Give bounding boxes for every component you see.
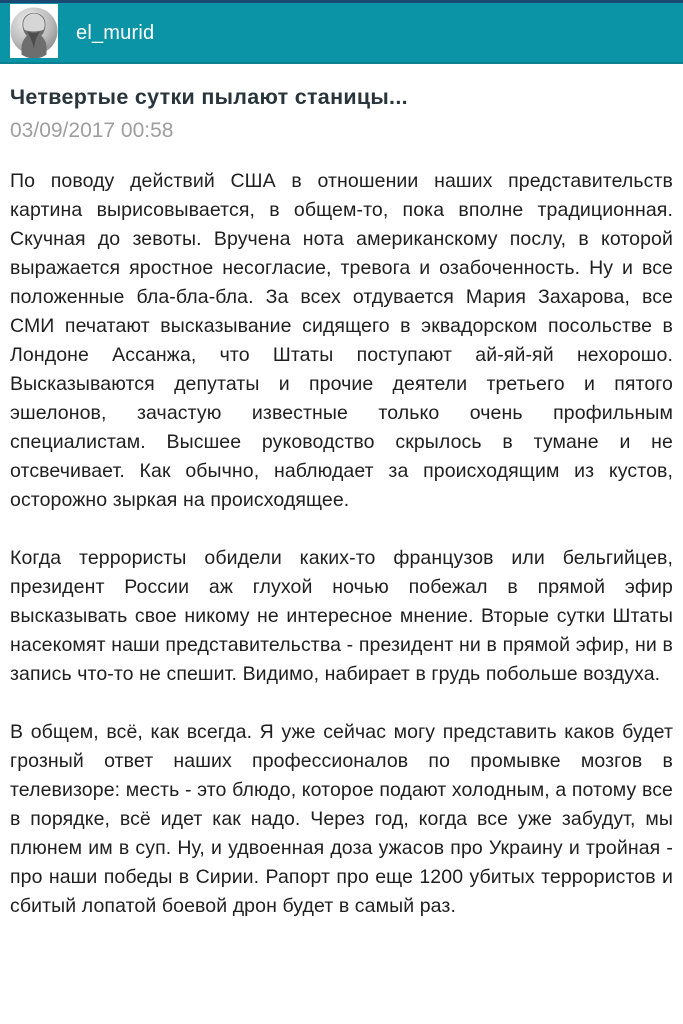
post-paragraph-3: В общем, всё, как всегда. Я уже сейчас могу представить каков будет грозный ответ наших профессионалов по промывке мозгов в телевизоре: месть - это блюдо, которое подают холодным, а потому все в порядке, всё идет как надо. Через год, когда все уже забудут, мы плюнем им в суп. Ну, и удвоенная доза ужасов про Украину и тройная - про наши победы в Сирии. Рапорт про еще 1200 убитых террористов и сбитый лопатой боевой дрон будет в самый раз.	[10, 721, 673, 917]
post-paragraph-1: По поводу действий США в отношении наших представительств картина вырисовывается, в общем-то, пока вполне традиционная. Скучная до зевоты. Вручена нота американскому послу, в которой выражается яростное несогласие, тревога и озабоченность. Ну и все положенные бла-бла-бла. За всех отдувается Мария Захарова, все СМИ печатают высказывание сидящего в эквадорском посольстве в Лондоне Ассанжа, что Штаты поступают ай-яй-яй нехорошо. Высказываются депутаты и прочие деятели третьего и пятого эшелонов, зачастую известные только очень профильным специалистам. Высшее руководство скрылось в тумане и не отсвечивает. Как обычно, наблюдает за происходящим из кустов, осторожно зыркая на происходящее.	[10, 170, 673, 511]
post-title: Четвертые сутки пылают станицы...	[10, 85, 408, 109]
username[interactable]: el_murid	[76, 22, 155, 44]
post-date: 03/09/2017 00:58	[10, 119, 174, 142]
user-bust-icon	[10, 4, 58, 58]
post-container	[0, 84, 683, 921]
post-paragraph-2: Когда террористы обидели каких-то французов или бельгийцев, президент России аж глухой ночью побежал в прямой эфир высказывать свое никому не интересное мнение. Вторые сутки Штаты насекомят наши представительства - президент ни в прямой эфир, ни в запись что-то не спешит. Видимо, набирает в грудь побольше воздуха.	[10, 547, 673, 685]
post-body	[10, 167, 673, 921]
header-divider	[0, 62, 683, 64]
avatar[interactable]	[10, 4, 58, 58]
app-header	[0, 0, 683, 64]
